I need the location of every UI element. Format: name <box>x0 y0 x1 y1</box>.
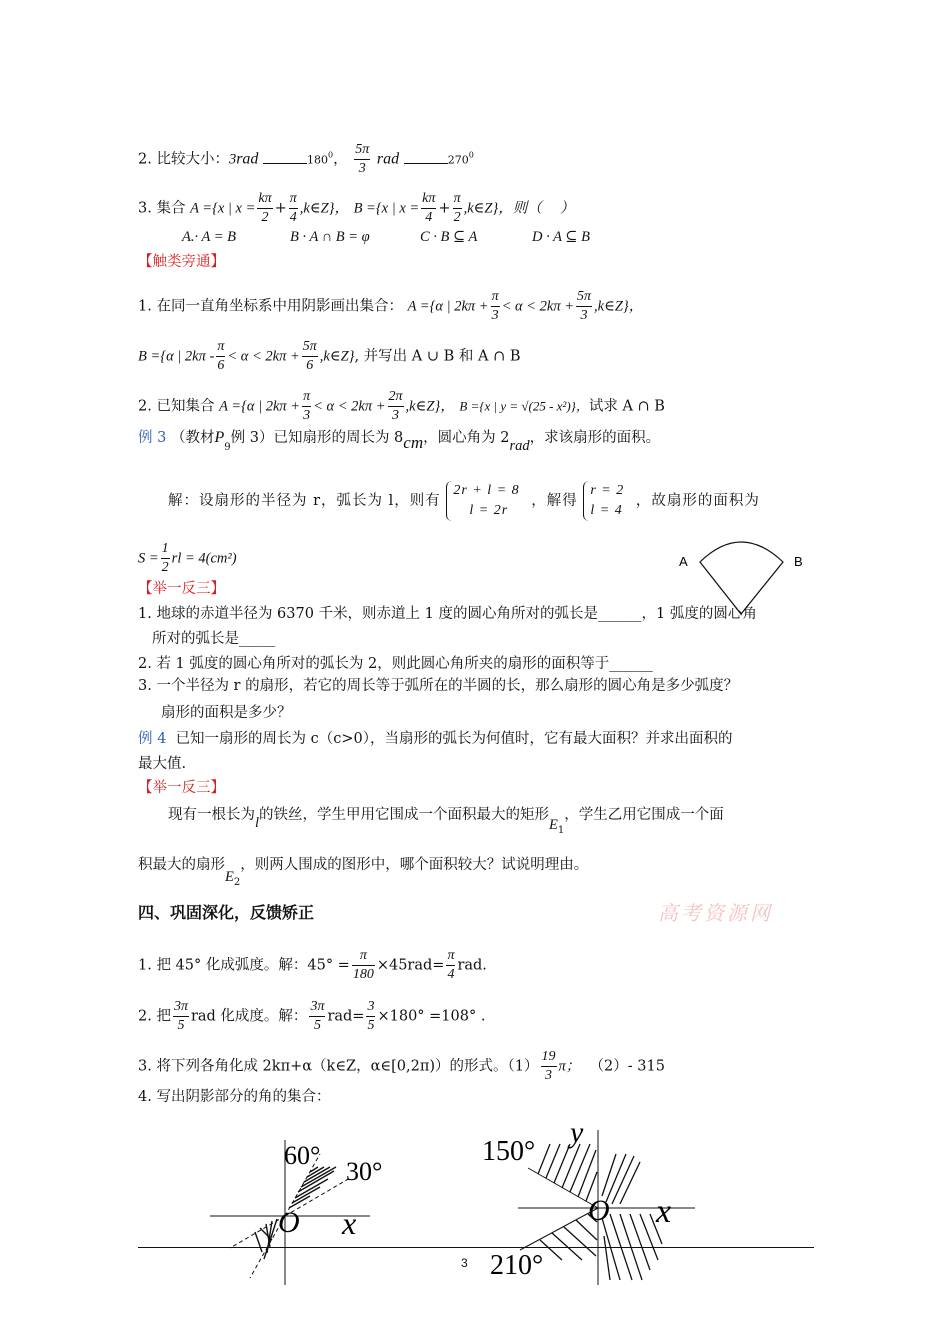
juyi-3-line1: 3. 一个半径为 r 的扇形，若它的周长等于弧所在的半圆的长，那么扇形的圆心角是多少弧度？ <box>138 678 739 694</box>
example-3-area: S = $\frac{1}{2}$ rl = 4(cm²) <box>138 541 237 575</box>
fig2-label-150: 150° <box>482 1136 536 1167</box>
fig1-label-60: 60° <box>284 1141 321 1170</box>
consolidate-2: 2. 把 $\frac{3\pi}{5}$ rad 化成度。解： $\frac{3\pi}{5}$ rad= $\frac{3}{5}$ ×180° =108° . <box>138 999 486 1033</box>
section-juyi-2: 【举一反三】 <box>138 780 225 796</box>
juyi-4-line1: 现有一根长为l的铁丝，学生甲用它围成一个面积最大的矩形$E_1$，学生乙用它围成一个面 <box>168 807 724 836</box>
fig1-label-30: 30° <box>346 1157 383 1186</box>
q3-option-d: D · A ⊆ B <box>532 229 590 245</box>
q3-option-c: C · B ⊆ A <box>420 229 478 245</box>
example-3: 例 3 （教材$P_9$例 3）已知扇形的周长为 8cm，圆心角为 2rad，求该扇形的面积。 <box>138 429 661 454</box>
fig2-label-o: O <box>588 1194 610 1227</box>
section-chulei: 【触类旁通】 <box>138 254 225 270</box>
section-4-heading: 四、巩固深化，反馈矫正 <box>138 903 315 922</box>
q3-option-a: A.· A = B <box>182 229 236 245</box>
fig2-label-210: 210° <box>490 1250 544 1281</box>
juyi-2: 2. 若 1 弧度的圆心角所对的弧长为 2，则此圆心角所夹的扇形的面积等于______ <box>138 656 653 672</box>
fig2-label-x: x <box>656 1193 672 1230</box>
juyi-3-line2: 扇形的面积是多少？ <box>161 705 292 721</box>
chulei-2: 2. 已知集合 A ={α | 2kπ + $\frac{\pi}{3}$ < α < 2kπ + $\frac{2\pi}{3}$ ,k∈Z}， B ={x | y = √(25 - x²)}，试求 A ∩ B <box>138 389 665 423</box>
fig2-label-y: y <box>570 1116 584 1149</box>
consolidate-4: 4. 写出阴影部分的角的集合： <box>138 1089 331 1105</box>
juyi-4-line2: 积最大的扇形$E_2$，则两人围成的图形中，哪个面积较大？试说明理由。 <box>138 857 589 888</box>
figure-2-shaded-angles <box>470 1110 700 1290</box>
chulei-1b: B ={α | 2kπ - $\frac{\pi}{6}$ < α < 2kπ + $\frac{5\pi}{6}$ ,k∈Z}, 并写出 A ∪ B 和 A ∩ B <box>138 339 521 373</box>
question-3: 3. 集合 A ={x | x = $\frac{k\pi}{2}$ + $\frac{\pi}{4}$ ,k∈Z}， B ={x | x = $\frac{k\pi}{4}$ + $\frac{\pi}{2}$ ,k∈Z}，则（ ） <box>138 191 575 225</box>
watermark: 高考资源网 <box>658 901 773 925</box>
juyi-1-line1: 1. 地球的赤道半径为 6370 千米，则赤道上 1 度的圆心角所对的弧长是______，1 弧度的圆心角 <box>138 606 757 622</box>
fig1-hatch-q1 <box>289 1167 336 1208</box>
sector-label-b: B <box>794 554 803 569</box>
page-number: 3 <box>461 1256 468 1270</box>
fig1-label-o: O <box>278 1206 300 1239</box>
consolidate-1: 1. 把 45° 化成弧度。解：45° = $\frac{\pi}{180}$ ×45rad= $\frac{\pi}{4}$ rad. <box>138 948 487 982</box>
section-juyi-1: 【举一反三】 <box>138 581 225 597</box>
fig1-label-x: x <box>342 1205 357 1241</box>
sector-label-a: A <box>679 554 688 569</box>
chulei-1: 1. 在同一直角坐标系中用阴影画出集合： A ={α | 2kπ + $\frac{\pi}{3}$ < α < 2kπ + $\frac{5\pi}{3}$ ,k∈Z}， <box>138 289 644 323</box>
juyi-1-line2: 所对的弧长是_____ <box>152 631 276 647</box>
consolidate-3: 3. 将下列各角化成 2kπ+α（k∈Z，α∈[0,2π)）的形式。（1） $\frac{19}{3}$ π； （2）- 315 <box>138 1049 665 1083</box>
q3-option-b: B · A ∩ B = φ <box>290 229 370 245</box>
fig1-hatch-q3 <box>255 1219 277 1259</box>
question-2: 2. 比较大小：3rad $180^0$， $\frac{5\pi}{3}$ rad $270^0$ <box>138 142 474 176</box>
figure-1-shaded-angles <box>200 1120 400 1290</box>
example-4-line1: 例 4 已知一扇形的周长为 c（c>0），当扇形的弧长为何值时，它有最大面积？并求出面积的 <box>138 731 733 747</box>
example-4-line2: 最大值. <box>138 756 187 772</box>
example-3-solution: 解：设扇形的半径为 r，弧长为 l，则有 2r + l = 8 l = 2r ，解得 r = 2 l = 4 ，故扇形的面积为 <box>168 481 760 521</box>
footer-rule <box>138 1247 814 1248</box>
